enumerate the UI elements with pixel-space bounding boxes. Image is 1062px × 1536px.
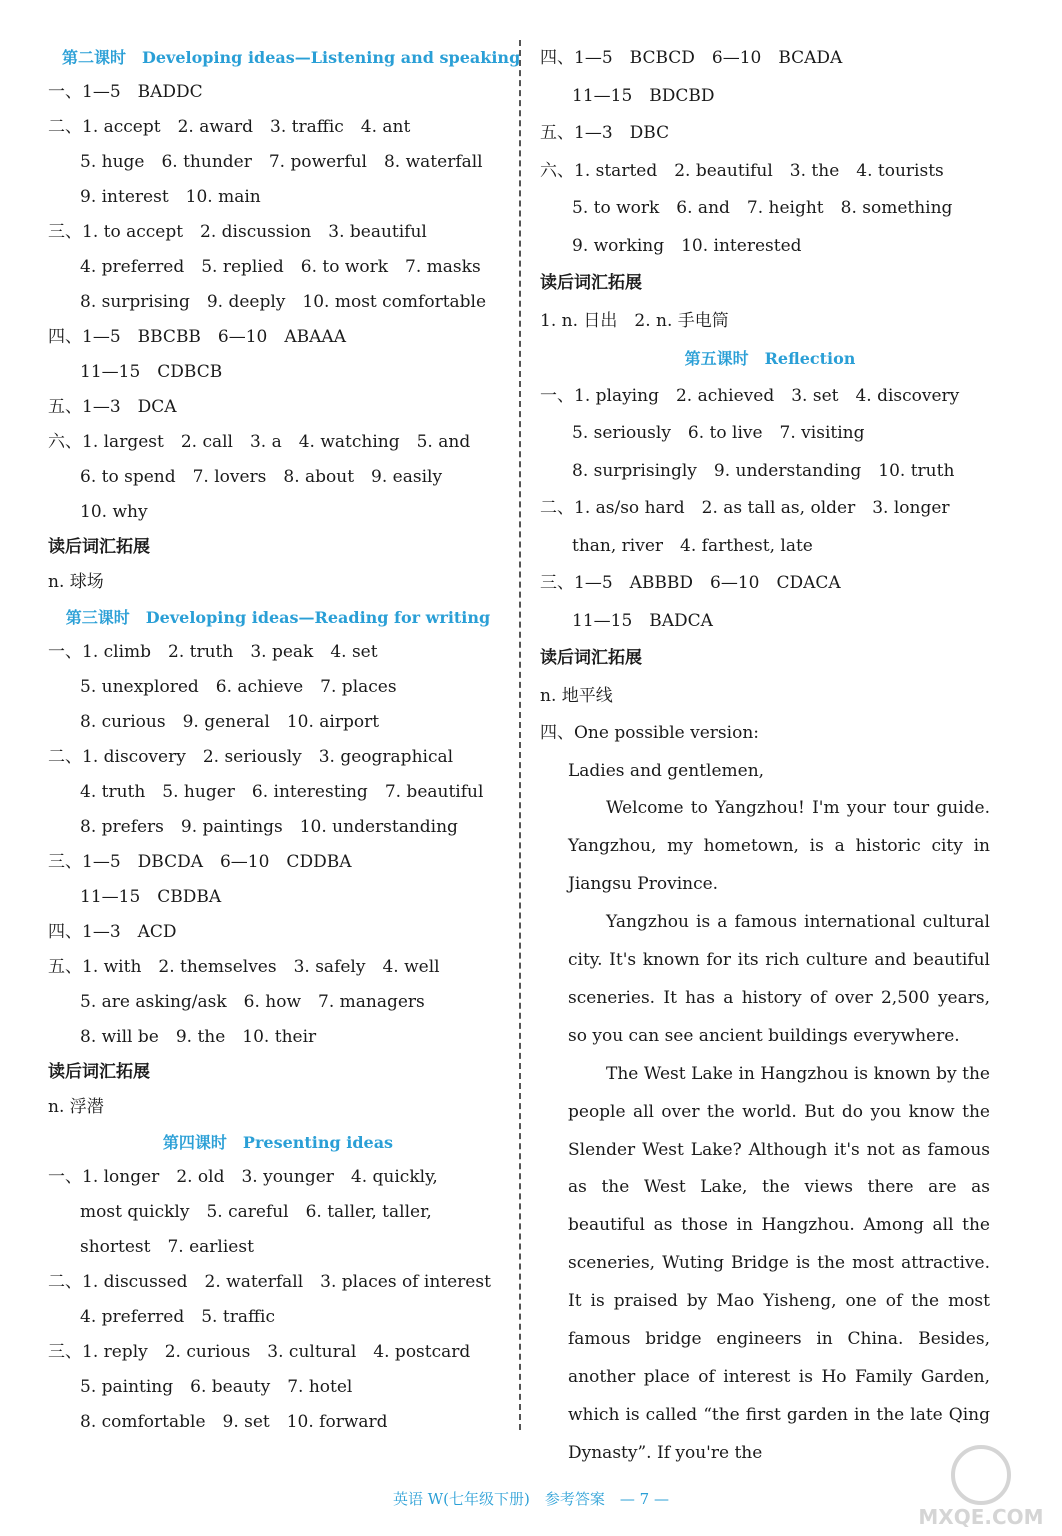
answer-line: 一、1. climb 2. truth 3. peak 4. set (48, 642, 378, 662)
answer-line: 5. to work 6. and 7. height 8. something (572, 198, 953, 218)
page-footer: 英语 W(七年级下册) 参考答案 — 7 — (393, 1490, 669, 1508)
answer-line: 三、1. to accept 2. discussion 3. beautiful (48, 222, 427, 242)
answer-line: 6. to spend 7. lovers 8. about 9. easily (80, 467, 443, 487)
answer-line: 五、1. with 2. themselves 3. safely 4. well (48, 957, 440, 977)
answer-line: 8. surprising 9. deeply 10. most comfortable (80, 292, 487, 312)
answer-line: 三、1—5 DBCDA 6—10 CDDBA (48, 852, 352, 872)
answer-line: 四、One possible version: (540, 723, 759, 743)
answer-line: 9. working 10. interested (572, 235, 802, 256)
answer-line: 四、1—3 ACD (48, 922, 177, 942)
answer-line: 9. interest 10. main (80, 187, 261, 207)
answer-line: 三、1—5 ABBBD 6—10 CDACA (540, 573, 841, 593)
answer-line: n. 地平线 (540, 685, 613, 706)
right-column (540, 40, 1000, 1473)
column-divider (519, 40, 521, 1430)
answer-line: 四、1—5 BCBCD 6—10 BCADA (540, 48, 843, 68)
answer-line: 4. preferred 5. replied 6. to work 7. masks (80, 257, 481, 277)
answer-line: 8. will be 9. the 10. their (80, 1027, 317, 1047)
answer-line: 5. painting 6. beauty 7. hotel (80, 1377, 353, 1397)
answer-line: 11—15 CBDBA (80, 887, 222, 907)
essay-paragraph: Yangzhou is a famous international cultural city. It's known for its rich culture and beautiful sceneries. It has a history of over 2,500 years, so you can see ancient buildings everywhere. (568, 912, 990, 1046)
watermark-logo (906, 1440, 1056, 1530)
answer-line: 六、1. largest 2. call 3. a 4. watching 5. and (48, 432, 471, 452)
lesson-heading: 第三课时 Developing ideas—Reading for writing (65, 608, 491, 627)
essay (540, 753, 1000, 1473)
lesson-heading: 第五课时 Reflection (684, 349, 856, 368)
answer-line: 4. preferred 5. traffic (80, 1307, 275, 1327)
answer-line: 5. are asking/ask 6. how 7. managers (80, 992, 425, 1012)
section-label: 读后词汇拓展 (48, 537, 150, 557)
answer-line: 三、1. reply 2. curious 3. cultural 4. postcard (48, 1342, 471, 1362)
answer-line: 四、1—5 BBCBB 6—10 ABAAA (48, 327, 346, 347)
essay-greeting: Ladies and gentlemen, (568, 760, 765, 781)
answer-line: most quickly 5. careful 6. taller, taller, (80, 1202, 432, 1222)
answer-line: 二、1. discovery 2. seriously 3. geographical (48, 747, 454, 767)
answer-line: 4. truth 5. huger 6. interesting 7. beautiful (80, 782, 484, 802)
answer-line: 8. curious 9. general 10. airport (80, 712, 380, 732)
lesson-heading: 第四课时 Presenting ideas (162, 1133, 394, 1152)
essay-paragraph: Welcome to Yangzhou! I'm your tour guide. Yangzhou, my hometown, is a historic city in Jiangsu Province. (568, 798, 990, 895)
section-label: 读后词汇拓展 (540, 648, 642, 668)
answer-line: 5. unexplored 6. achieve 7. places (80, 677, 397, 697)
section-label: 读后词汇拓展 (48, 1062, 150, 1082)
answer-line: 8. comfortable 9. set 10. forward (80, 1412, 388, 1432)
answer-line: 二、1. discussed 2. waterfall 3. places of interest (48, 1272, 491, 1292)
essay-paragraph: The West Lake in Hangzhou is known by the people all over the world. But do you know the Slender West Lake? Although it's not as famous as the West Lake, the views there are as beautiful as those in Hangzhou. Among all the sceneries, Wuting Bridge is the most attractive. It is praised by Mao Yisheng, one of the most famous bridge engineers in China. Besides, another place of interest is Ho Family Garden, which is called “the first garden in the late Qing Dynasty”. If you're the (568, 1063, 990, 1463)
answer-line: 一、1—5 BADDC (48, 82, 203, 102)
answer-line: n. 浮潜 (48, 1097, 104, 1117)
answer-line: 五、1—3 DCA (48, 397, 177, 417)
answer-line: 5. seriously 6. to live 7. visiting (572, 423, 865, 443)
answer-line: 11—15 BADCA (572, 610, 713, 631)
answer-line: 五、1—3 DBC (540, 123, 670, 143)
answer-line: 8. surprisingly 9. understanding 10. truth (572, 460, 955, 481)
answer-line: 一、1. longer 2. old 3. younger 4. quickly, (48, 1167, 438, 1187)
lesson-heading: 第二课时 Developing ideas—Listening and speaking (62, 48, 521, 67)
answer-line: 六、1. started 2. beautiful 3. the 4. tourists (540, 160, 944, 181)
answer-line: shortest 7. earliest (80, 1237, 254, 1257)
answer-line: 1. n. 日出 2. n. 手电筒 (540, 310, 729, 331)
answer-line: 二、1. as/so hard 2. as tall as, older 3. longer (540, 498, 950, 518)
answer-line: 8. prefers 9. paintings 10. understanding (80, 817, 458, 837)
answer-line: 一、1. playing 2. achieved 3. set 4. discovery (540, 385, 960, 406)
answer-line: 5. huge 6. thunder 7. powerful 8. waterfall (80, 152, 483, 172)
section-label: 读后词汇拓展 (540, 273, 642, 293)
right-answer-lines (540, 40, 1000, 753)
answer-line: n. 球场 (48, 572, 104, 592)
answer-line: 二、1. accept 2. award 3. traffic 4. ant (48, 117, 411, 137)
watermark-text: MXQE.COM (918, 1505, 1044, 1529)
answer-line: 11—15 BDCBD (572, 85, 715, 106)
answer-line: 11—15 CDBCB (80, 362, 223, 382)
answer-line: 10. why (80, 502, 148, 522)
answer-line: than, river 4. farthest, late (572, 535, 813, 556)
left-column (48, 40, 521, 1440)
